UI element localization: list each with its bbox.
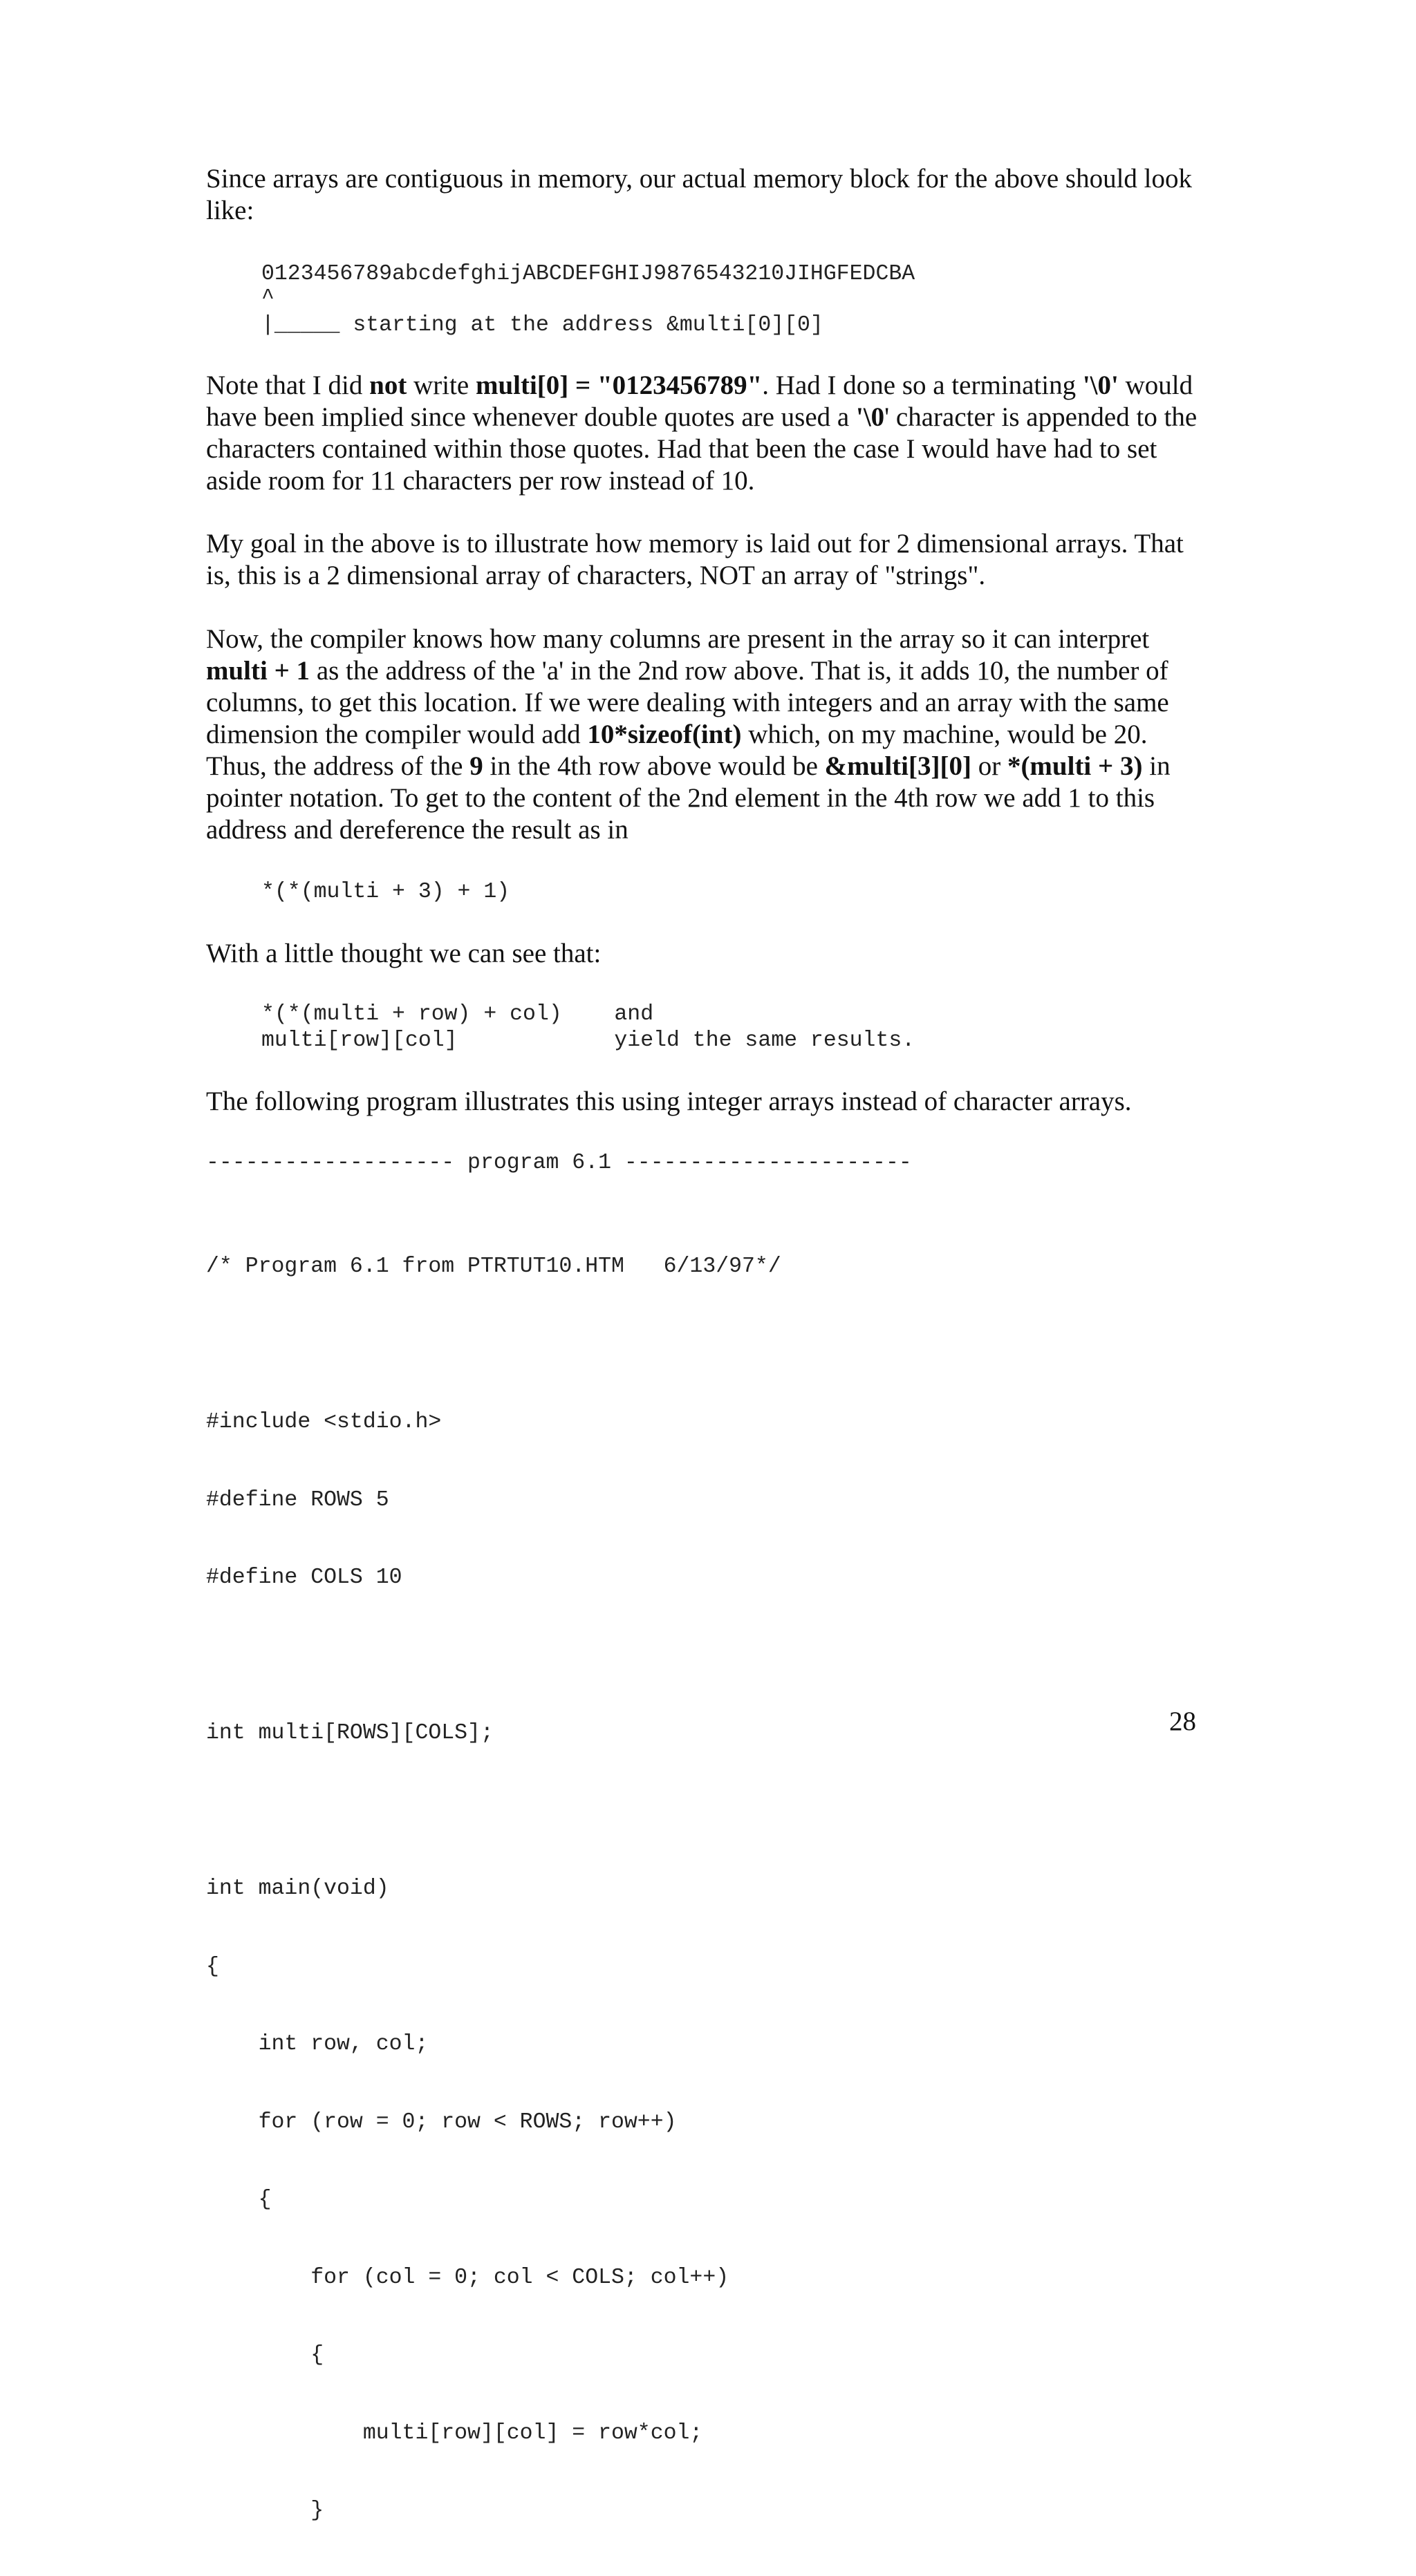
note-paragraph — [206, 370, 1209, 497]
code-line — [206, 1332, 781, 1358]
code-line: multi[row][col] = row*col; — [206, 2420, 703, 2445]
pointer-underline: _____ — [274, 313, 340, 337]
bold-run: 10*sizeof(int) — [587, 720, 742, 749]
pointer-bar: | — [261, 313, 274, 337]
code-line: { — [206, 1954, 219, 1979]
thought-paragraph: With a little thought we can see that: — [206, 939, 602, 968]
code-line: for (row = 0; row < ROWS; row++) — [206, 2109, 677, 2134]
bold-run: '\0' — [1082, 370, 1119, 400]
program-listing — [206, 1202, 781, 2576]
pointer-caption: starting at the address &multi[0][0] — [339, 313, 823, 337]
text-run: which, on my machine, would be 20. Thus, the address of the — [206, 720, 1148, 781]
code-line: #define COLS 10 — [206, 1566, 402, 1590]
text-run: . Had I done so a terminating — [762, 370, 1083, 400]
code-line: #define ROWS 5 — [206, 1487, 389, 1512]
memory-block-line: 0123456789abcdefghijABCDEFGHIJ9876543210JIHGFEDCBA — [261, 262, 915, 286]
code-line: int multi[ROWS][COLS]; — [206, 1721, 494, 1745]
text-run: ' character is appended to the characters contained within those quotes. Had that been the case I would have had to set aside room for 11 characters per row instead of 10. — [206, 402, 1198, 496]
text-run: would have been implied since whenever double quotes are used a — [206, 370, 1193, 432]
memory-block-pointer — [261, 312, 823, 339]
text-run: in the 4th row above would be — [483, 751, 825, 781]
program-separator: ------------------- program 6.1 ---------------------- — [206, 1151, 912, 1175]
text-run: or — [971, 751, 1007, 781]
code-line — [206, 1798, 781, 1825]
deref-code: *(*(multi + 3) + 1) — [261, 880, 510, 904]
text-run: Now, the compiler knows how many columns are present in the array so it can interpret — [206, 624, 1150, 654]
code-line — [206, 1643, 781, 1669]
memory-block-caret: ^ — [261, 286, 274, 310]
bold-run: &multi[3][0] — [824, 751, 971, 781]
code-line: #include <stdio.h> — [206, 1410, 442, 1434]
code-line: for (col = 0; col < COLS; col++) — [206, 2265, 729, 2290]
text-run: write — [407, 370, 476, 400]
code-line: int main(void) — [206, 1877, 389, 1901]
code-line: { — [206, 2188, 272, 2212]
equiv-code-line: multi[row][col] yield the same results. — [261, 1028, 915, 1053]
code-line: { — [206, 2343, 324, 2367]
bold-run: 9 — [469, 751, 483, 781]
text-run: Note that I did — [206, 370, 370, 400]
goal-paragraph: My goal in the above is to illustrate how memory is laid out for 2 dimensional arrays. That is, this is a 2 dimensional array of characters, NOT an array of "strings". — [206, 529, 1184, 590]
bold-run: multi[0] = "0123456789" — [475, 370, 763, 400]
program-intro-paragraph: The following program illustrates this using integer arrays instead of character arrays. — [206, 1087, 1132, 1116]
code-line: /* Program 6.1 from PTRTUT10.HTM 6/13/97*/ — [206, 1254, 781, 1279]
bold-run: not — [369, 370, 407, 400]
code-line: } — [206, 2499, 324, 2523]
equiv-code-line: *(*(multi + row) + col) and — [261, 1002, 654, 1026]
intro-paragraph: Since arrays are contiguous in memory, our actual memory block for the above should look like: — [206, 164, 1192, 225]
bold-run: *(multi + 3) — [1007, 751, 1143, 781]
bold-run: multi + 1 — [206, 656, 310, 686]
code-line: int row, col; — [206, 2032, 429, 2056]
text-run: as the address of the 'a' in the 2nd row above. That is, it adds 10, the number of columns, to get this location. If we were dealing with integers and an array with the same dimension the compiler would add — [206, 656, 1169, 749]
bold-run: '\0 — [855, 402, 885, 432]
page-number: 28 — [1169, 1707, 1196, 1736]
compiler-paragraph — [206, 623, 1209, 846]
text-run: in pointer notation. To get to the content of the 2nd element in the 4th row we add 1 to this address and dereference the result as in — [206, 751, 1171, 845]
